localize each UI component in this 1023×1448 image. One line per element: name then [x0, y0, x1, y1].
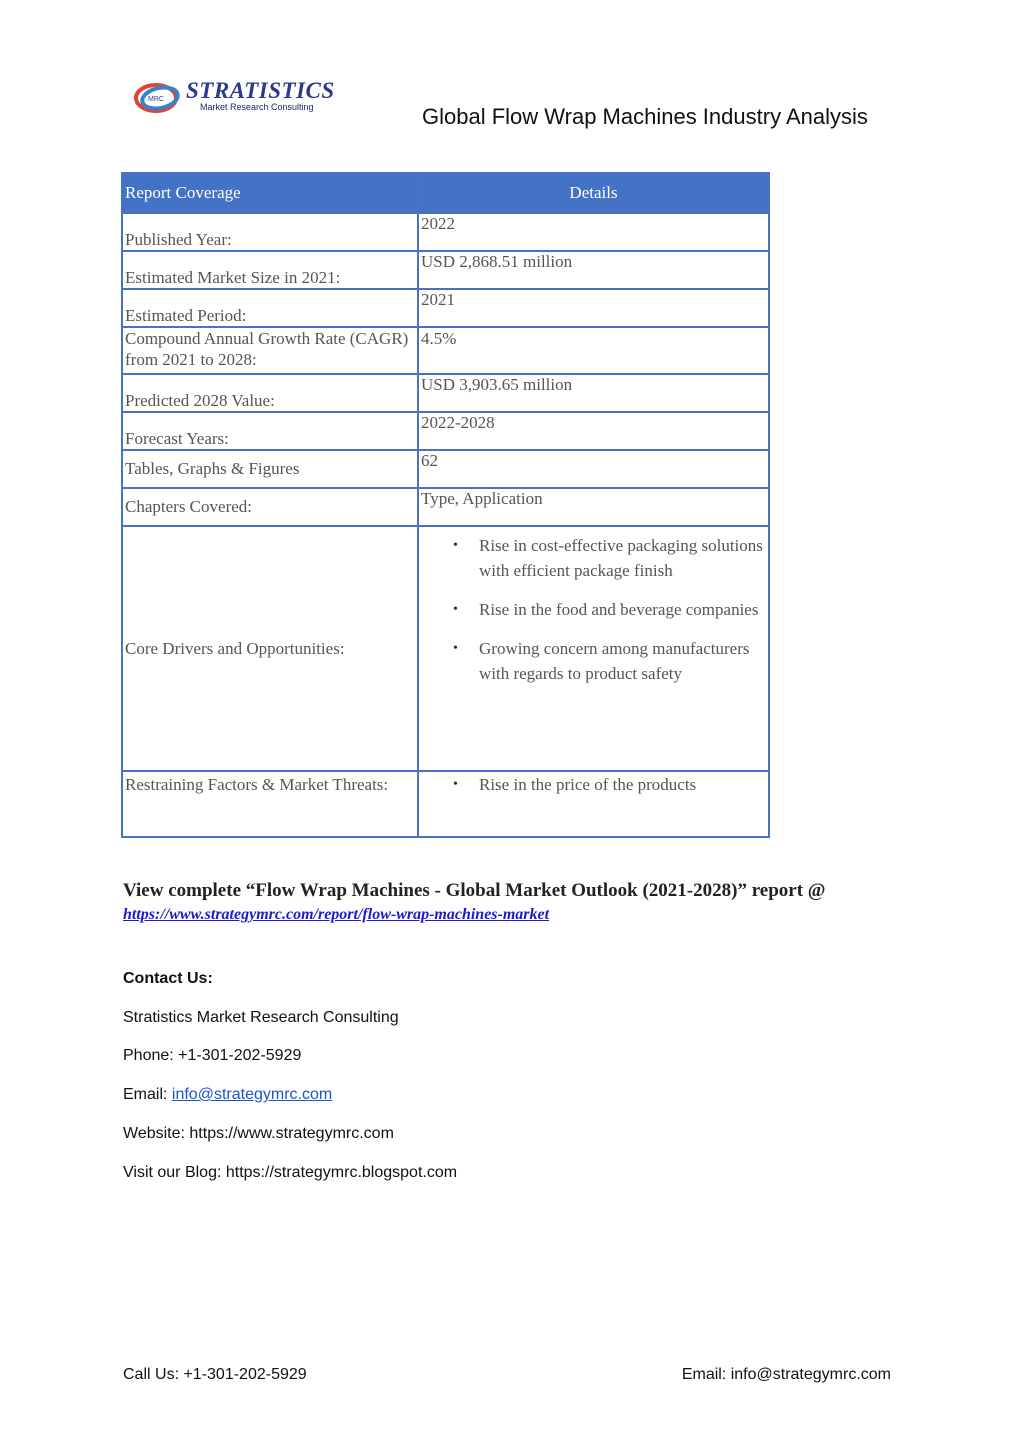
table-row [122, 488, 769, 526]
column-header-details: Details [418, 173, 769, 213]
drivers-cell [418, 526, 769, 771]
table-row-drivers [122, 526, 769, 771]
contact-company: Stratistics Market Research Consulting [123, 1009, 399, 1026]
drivers-label: Core Drivers and Opportunities: [122, 526, 418, 771]
row-value: USD 3,903.65 million [418, 374, 769, 412]
row-value: 2022 [418, 213, 769, 251]
column-header-coverage: Report Coverage [122, 173, 418, 213]
contact-heading: Contact Us: [123, 970, 213, 987]
restraints-list [421, 772, 766, 797]
list-item: • Rise in the price of the products [479, 772, 766, 797]
logo-subtitle: Market Research Consulting [200, 102, 314, 112]
logo-swirl-icon [134, 78, 186, 118]
report-coverage-table [121, 172, 770, 838]
contact-website: Website: https://www.strategymrc.com [123, 1125, 394, 1142]
row-value: 4.5% [418, 327, 769, 374]
contact-phone: Phone: +1-301-202-5929 [123, 1047, 302, 1064]
view-report-text: View complete “Flow Wrap Machines - Global Market Outlook (2021-2028)” report @ [123, 880, 826, 901]
table-row-restraints [122, 771, 769, 837]
row-label: Estimated Market Size in 2021: [122, 251, 418, 289]
row-label: Chapters Covered: [122, 488, 418, 526]
row-value: Type, Application [418, 488, 769, 526]
table-row [122, 374, 769, 412]
row-value: 2022-2028 [418, 412, 769, 450]
row-value: 62 [418, 450, 769, 488]
row-label: Forecast Years: [122, 412, 418, 450]
table-row [122, 327, 769, 374]
table-row [122, 289, 769, 327]
list-item: • Rise in the food and beverage companies [479, 597, 766, 622]
footer-email: Email: info@strategymrc.com [681, 1366, 891, 1383]
footer-phone: Call Us: +1-301-202-5929 [123, 1366, 307, 1383]
restraints-cell [418, 771, 769, 837]
restraints-label: Restraining Factors & Market Threats: [122, 771, 418, 837]
row-value: 2021 [418, 289, 769, 327]
table-row [122, 213, 769, 251]
contact-email-link[interactable]: info@strategymrc.com [171, 1086, 333, 1103]
drivers-list [421, 533, 766, 686]
table-row [122, 412, 769, 450]
list-item: • Rise in cost-effective packaging solutions with efficient package finish [479, 533, 766, 583]
table-row [122, 450, 769, 488]
row-label: Published Year: [122, 213, 418, 251]
table-row [122, 251, 769, 289]
row-label: Predicted 2028 Value: [122, 374, 418, 412]
logo-badge: MRC [148, 96, 164, 103]
document-title: Global Flow Wrap Machines Industry Analysis [422, 104, 868, 129]
contact-email [123, 1086, 332, 1104]
table-header-row [122, 173, 769, 213]
contact-email-label: Email: [123, 1086, 172, 1103]
contact-blog: Visit our Blog: https://strategymrc.blogspot.com [123, 1164, 458, 1181]
report-link[interactable]: https://www.strategymrc.com/report/flow-wrap-machines-market [123, 906, 550, 923]
row-label: Tables, Graphs & Figures [122, 450, 418, 488]
company-logo [134, 76, 354, 120]
row-label: Compound Annual Growth Rate (CAGR) from 2021 to 2028: [122, 327, 418, 374]
row-value: USD 2,868.51 million [418, 251, 769, 289]
list-item: • Growing concern among manufacturers with regards to product safety [479, 636, 766, 686]
logo-text: STRATISTICS [186, 78, 335, 103]
row-label: Estimated Period: [122, 289, 418, 327]
